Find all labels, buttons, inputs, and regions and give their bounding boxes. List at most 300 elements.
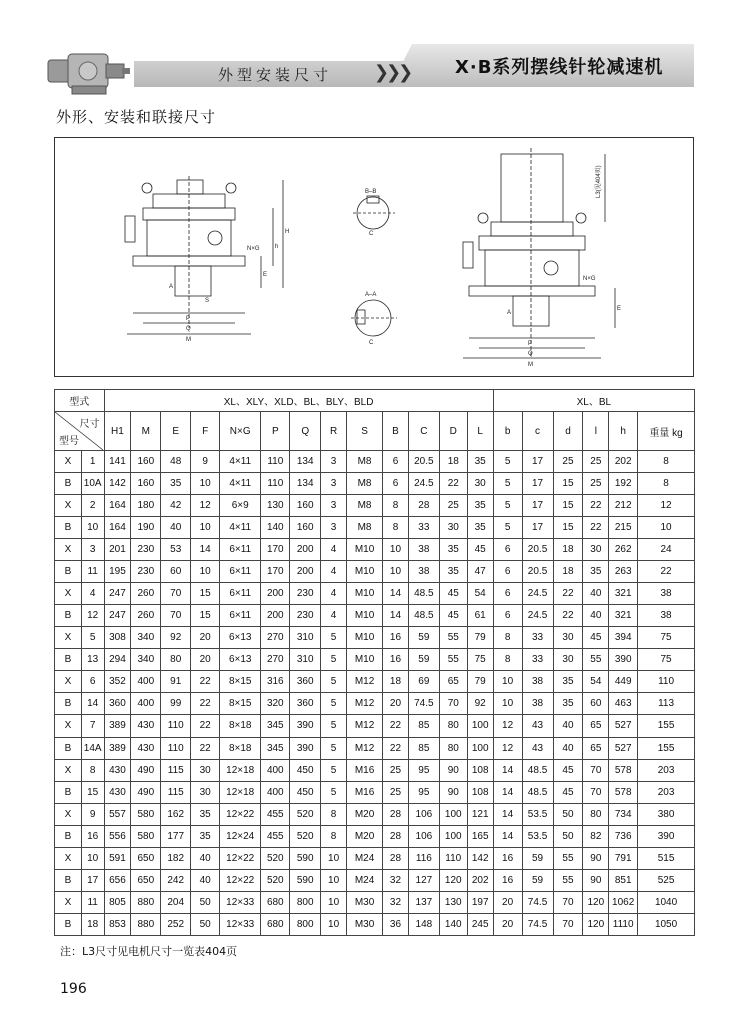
table-cell: 48.5: [522, 759, 553, 781]
table-cell: 360: [290, 671, 321, 693]
table-cell: 35: [583, 561, 609, 583]
table-cell: 95: [408, 759, 439, 781]
table-cell: 16: [81, 825, 104, 847]
table-cell: 490: [131, 759, 161, 781]
table-cell: 12: [81, 605, 104, 627]
table-cell: 43: [522, 737, 553, 759]
table-cell: 202: [609, 451, 638, 473]
svg-text:S: S: [205, 298, 210, 304]
table-cell: 14A: [81, 737, 104, 759]
table-cell: 490: [131, 781, 161, 803]
table-cell: 880: [131, 891, 161, 913]
table-cell: 160: [131, 451, 161, 473]
svg-text:A: A: [507, 310, 512, 316]
table-cell: 6: [493, 583, 522, 605]
table-cell: M10: [346, 605, 382, 627]
table-cell: 853: [104, 913, 131, 935]
table-cell: 45: [583, 627, 609, 649]
table-cell: 6: [493, 605, 522, 627]
table-cell: 450: [290, 781, 321, 803]
table-cell: 74.5: [408, 693, 439, 715]
table-cell: 4: [81, 583, 104, 605]
table-cell: 53.5: [522, 825, 553, 847]
table-cell: 45: [439, 583, 467, 605]
type-header: 型式: [55, 390, 105, 412]
table-cell: 263: [609, 561, 638, 583]
table-cell: 200: [290, 561, 321, 583]
table-cell: M10: [346, 561, 382, 583]
table-cell: 53: [161, 539, 191, 561]
table-header-row-1: [55, 390, 695, 412]
column-header: S: [346, 412, 382, 451]
table-cell: 35: [467, 517, 493, 539]
table-cell: X: [55, 803, 82, 825]
table-cell: 4: [321, 583, 347, 605]
table-cell: X: [55, 847, 82, 869]
footnote: 注：L3尺寸见电机尺寸一览表404页: [60, 945, 238, 958]
table-cell: 260: [131, 605, 161, 627]
table-cell: 115: [161, 781, 191, 803]
table-cell: 10: [493, 671, 522, 693]
table-cell: 28: [383, 847, 409, 869]
table-cell: 33: [522, 649, 553, 671]
table-cell: 20.5: [522, 539, 553, 561]
table-cell: M24: [346, 847, 382, 869]
table-cell: 90: [439, 759, 467, 781]
table-cell: 12×22: [220, 803, 261, 825]
table-cell: X: [55, 715, 82, 737]
table-cell: 204: [161, 891, 191, 913]
table-cell: 12×33: [220, 891, 261, 913]
table-row: [55, 825, 695, 847]
table-cell: 8×15: [220, 693, 261, 715]
table-cell: 22: [191, 737, 220, 759]
technical-drawing: [54, 137, 694, 377]
table-cell: 55: [553, 869, 583, 891]
table-cell: 59: [522, 847, 553, 869]
table-cell: 1062: [609, 891, 638, 913]
table-cell: 520: [290, 803, 321, 825]
table-cell: 4×11: [220, 451, 261, 473]
table-cell: 294: [104, 649, 131, 671]
table-cell: M8: [346, 451, 382, 473]
table-cell: 160: [290, 517, 321, 539]
table-cell: 400: [261, 781, 290, 803]
table-cell: X: [55, 627, 82, 649]
table-cell: 10: [81, 517, 104, 539]
table-cell: M12: [346, 671, 382, 693]
table-cell: 247: [104, 605, 131, 627]
table-cell: 5: [321, 627, 347, 649]
table-cell: 400: [131, 671, 161, 693]
table-cell: 5: [493, 473, 522, 495]
table-cell: 4: [321, 561, 347, 583]
table-cell: 201: [104, 539, 131, 561]
table-cell: 14: [191, 539, 220, 561]
table-cell: 80: [583, 803, 609, 825]
table-cell: 20: [191, 627, 220, 649]
table-cell: 390: [290, 737, 321, 759]
table-cell: 247: [104, 583, 131, 605]
table-cell: 110: [261, 451, 290, 473]
table-cell: 389: [104, 715, 131, 737]
dimension-drawing-image: [55, 138, 693, 376]
table-cell: 22: [191, 693, 220, 715]
table-cell: 6: [383, 473, 409, 495]
table-row: [55, 715, 695, 737]
table-cell: 17: [522, 517, 553, 539]
table-cell: 55: [583, 649, 609, 671]
table-cell: 38: [522, 693, 553, 715]
table-row: [55, 803, 695, 825]
table-cell: 137: [408, 891, 439, 913]
svg-text:h: h: [275, 244, 279, 250]
table-cell: 30: [467, 473, 493, 495]
table-cell: 30: [191, 759, 220, 781]
table-cell: 11: [81, 561, 104, 583]
table-cell: 805: [104, 891, 131, 913]
table-cell: 33: [522, 627, 553, 649]
table-cell: 12×22: [220, 869, 261, 891]
table-cell: 182: [161, 847, 191, 869]
table-cell: 5: [321, 715, 347, 737]
table-cell: 170: [261, 539, 290, 561]
column-header: d: [553, 412, 583, 451]
svg-text:N×G: N×G: [247, 246, 260, 252]
table-cell: 48.5: [408, 583, 439, 605]
table-cell: 455: [261, 825, 290, 847]
table-cell: 1: [81, 451, 104, 473]
table-cell: 308: [104, 627, 131, 649]
table-cell: 65: [439, 671, 467, 693]
table-cell: 15: [553, 517, 583, 539]
table-cell: 30: [439, 517, 467, 539]
table-cell: 230: [290, 583, 321, 605]
table-cell: B: [55, 649, 82, 671]
table-cell: 734: [609, 803, 638, 825]
table-cell: 10: [321, 847, 347, 869]
corner-model-label: 型号: [59, 436, 79, 448]
table-cell: 25: [439, 495, 467, 517]
table-cell: 80: [161, 649, 191, 671]
table-cell: 108: [467, 759, 493, 781]
table-cell: 32: [383, 891, 409, 913]
table-cell: 6: [81, 671, 104, 693]
table-cell: 6: [383, 451, 409, 473]
table-cell: 110: [161, 715, 191, 737]
table-cell: 100: [439, 825, 467, 847]
corner-size-label: 尺寸: [79, 419, 100, 431]
table-cell: 8×18: [220, 737, 261, 759]
table-cell: 455: [261, 803, 290, 825]
table-cell: 60: [583, 693, 609, 715]
table-cell: 400: [131, 693, 161, 715]
table-cell: 15: [553, 495, 583, 517]
table-cell: 170: [261, 561, 290, 583]
table-cell: 800: [290, 913, 321, 935]
table-cell: 10: [321, 891, 347, 913]
table-cell: 515: [638, 847, 695, 869]
table-cell: 9: [81, 803, 104, 825]
table-cell: 320: [261, 693, 290, 715]
table-cell: 22: [191, 671, 220, 693]
table-cell: 134: [290, 473, 321, 495]
table-cell: 578: [609, 759, 638, 781]
table-cell: 70: [553, 913, 583, 935]
table-cell: 79: [467, 671, 493, 693]
table-cell: 736: [609, 825, 638, 847]
table-cell: 12×18: [220, 781, 261, 803]
table-cell: 3: [321, 451, 347, 473]
table-cell: 12: [493, 715, 522, 737]
table-header-row-2: [55, 412, 695, 451]
table-cell: 556: [104, 825, 131, 847]
column-header: P: [261, 412, 290, 451]
table-cell: 45: [439, 605, 467, 627]
table-cell: 8×18: [220, 715, 261, 737]
table-cell: 100: [439, 803, 467, 825]
table-cell: 54: [467, 583, 493, 605]
table-cell: 43: [522, 715, 553, 737]
table-cell: 590: [290, 847, 321, 869]
table-cell: 36: [383, 913, 409, 935]
table-cell: 430: [131, 715, 161, 737]
table-cell: 12: [191, 495, 220, 517]
table-cell: 47: [467, 561, 493, 583]
table-cell: 45: [467, 539, 493, 561]
table-cell: 25: [383, 781, 409, 803]
table-row: [55, 627, 695, 649]
table-cell: M24: [346, 869, 382, 891]
table-cell: 28: [383, 825, 409, 847]
table-cell: 142: [104, 473, 131, 495]
table-cell: 345: [261, 737, 290, 759]
table-cell: 14: [493, 825, 522, 847]
table-cell: 148: [408, 913, 439, 935]
corner-header-cell: [55, 412, 105, 451]
table-cell: 55: [553, 847, 583, 869]
table-cell: 80: [439, 737, 467, 759]
table-cell: 155: [638, 737, 695, 759]
table-cell: 50: [191, 891, 220, 913]
table-cell: 5: [321, 671, 347, 693]
table-cell: 55: [439, 627, 467, 649]
table-cell: 74.5: [522, 891, 553, 913]
table-cell: 17: [522, 495, 553, 517]
table-cell: 202: [467, 869, 493, 891]
table-cell: 75: [638, 649, 695, 671]
table-cell: 12×33: [220, 913, 261, 935]
table-cell: 15: [81, 781, 104, 803]
table-cell: 3: [81, 539, 104, 561]
table-cell: 20.5: [408, 451, 439, 473]
table-cell: 115: [161, 759, 191, 781]
table-cell: 321: [609, 605, 638, 627]
table-cell: 35: [191, 803, 220, 825]
table-cell: 8: [638, 451, 695, 473]
table-cell: 310: [290, 627, 321, 649]
table-cell: 106: [408, 803, 439, 825]
table-cell: 162: [161, 803, 191, 825]
table-cell: 9: [191, 451, 220, 473]
table-cell: 25: [553, 451, 583, 473]
table-cell: 3: [321, 495, 347, 517]
table-cell: 54: [583, 671, 609, 693]
table-cell: 680: [261, 913, 290, 935]
table-cell: 38: [638, 583, 695, 605]
table-cell: 6×13: [220, 649, 261, 671]
table-cell: 35: [553, 671, 583, 693]
table-cell: 450: [290, 759, 321, 781]
table-cell: 10: [383, 539, 409, 561]
table-cell: 10: [321, 869, 347, 891]
table-cell: 200: [261, 605, 290, 627]
series-title: X·B系列摆线针轮减速机: [455, 57, 664, 78]
table-cell: 22: [553, 605, 583, 627]
table-cell: 316: [261, 671, 290, 693]
table-cell: 791: [609, 847, 638, 869]
table-row: [55, 759, 695, 781]
column-header: b: [493, 412, 522, 451]
table-cell: 230: [131, 539, 161, 561]
table-cell: 50: [553, 825, 583, 847]
table-cell: 38: [408, 539, 439, 561]
table-cell: 33: [408, 517, 439, 539]
svg-text:C: C: [369, 340, 374, 346]
table-cell: 22: [191, 715, 220, 737]
table-cell: 141: [104, 451, 131, 473]
svg-text:P: P: [186, 316, 191, 322]
table-row: [55, 583, 695, 605]
table-cell: 24: [638, 539, 695, 561]
table-cell: B: [55, 825, 82, 847]
table-cell: 18: [439, 451, 467, 473]
svg-text:M: M: [186, 337, 191, 343]
svg-text:E: E: [617, 306, 622, 312]
table-cell: M30: [346, 891, 382, 913]
table-cell: 35: [439, 539, 467, 561]
table-cell: 22: [439, 473, 467, 495]
table-cell: 70: [553, 891, 583, 913]
table-cell: 91: [161, 671, 191, 693]
table-cell: 8: [321, 825, 347, 847]
table-cell: 59: [522, 869, 553, 891]
column-header: C: [408, 412, 439, 451]
table-cell: 10: [191, 517, 220, 539]
table-cell: 245: [467, 913, 493, 935]
table-cell: 17: [81, 869, 104, 891]
table-cell: 85: [408, 715, 439, 737]
table-cell: 252: [161, 913, 191, 935]
table-cell: 578: [609, 781, 638, 803]
table-cell: 15: [191, 583, 220, 605]
table-cell: M10: [346, 627, 382, 649]
table-cell: 134: [290, 451, 321, 473]
table-row: [55, 737, 695, 759]
table-cell: 165: [467, 825, 493, 847]
table-cell: 74.5: [522, 913, 553, 935]
table-cell: 4×11: [220, 473, 261, 495]
table-cell: 650: [131, 847, 161, 869]
table-cell: 35: [467, 451, 493, 473]
table-cell: 680: [261, 891, 290, 913]
table-cell: 70: [583, 759, 609, 781]
table-cell: 1040: [638, 891, 695, 913]
table-cell: 190: [131, 517, 161, 539]
table-cell: 1110: [609, 913, 638, 935]
table-row: [55, 671, 695, 693]
table-cell: X: [55, 451, 82, 473]
table-cell: 8: [81, 759, 104, 781]
table-cell: 82: [583, 825, 609, 847]
table-row: [55, 495, 695, 517]
table-cell: 45: [553, 781, 583, 803]
table-cell: 65: [583, 715, 609, 737]
table-cell: 6: [493, 561, 522, 583]
table-cell: 5: [81, 627, 104, 649]
column-header: l: [583, 412, 609, 451]
table-cell: 260: [131, 583, 161, 605]
table-cell: 22: [553, 583, 583, 605]
table-cell: 200: [261, 583, 290, 605]
column-header: Q: [290, 412, 321, 451]
table-cell: 75: [467, 649, 493, 671]
table-cell: 18: [383, 671, 409, 693]
table-cell: M12: [346, 715, 382, 737]
table-cell: 192: [609, 473, 638, 495]
table-cell: 32: [383, 869, 409, 891]
table-cell: 12×24: [220, 825, 261, 847]
table-row: [55, 781, 695, 803]
table-cell: 20: [493, 913, 522, 935]
table-cell: 14: [383, 583, 409, 605]
table-cell: B: [55, 517, 82, 539]
table-cell: 45: [553, 759, 583, 781]
table-cell: 60: [161, 561, 191, 583]
table-cell: 656: [104, 869, 131, 891]
table-cell: 75: [638, 627, 695, 649]
table-cell: 92: [467, 693, 493, 715]
table-cell: 8: [493, 627, 522, 649]
table-row: [55, 561, 695, 583]
column-header: H1: [104, 412, 131, 451]
table-cell: 527: [609, 715, 638, 737]
table-cell: 28: [408, 495, 439, 517]
table-cell: 164: [104, 517, 131, 539]
table-cell: 10A: [81, 473, 104, 495]
table-cell: 180: [131, 495, 161, 517]
table-cell: 18: [553, 561, 583, 583]
table-cell: M20: [346, 825, 382, 847]
table-cell: 59: [408, 627, 439, 649]
table-cell: 8×15: [220, 671, 261, 693]
table-cell: 30: [553, 649, 583, 671]
table-cell: 90: [583, 847, 609, 869]
table-row: [55, 473, 695, 495]
column-header: R: [321, 412, 347, 451]
table-cell: 2: [81, 495, 104, 517]
table-row: [55, 517, 695, 539]
table-cell: 48.5: [522, 781, 553, 803]
table-cell: 16: [493, 869, 522, 891]
table-cell: 380: [638, 803, 695, 825]
table-cell: 800: [290, 891, 321, 913]
table-cell: 557: [104, 803, 131, 825]
table-cell: 110: [161, 737, 191, 759]
table-cell: 13: [81, 649, 104, 671]
table-cell: 110: [261, 473, 290, 495]
table-cell: 8: [383, 517, 409, 539]
